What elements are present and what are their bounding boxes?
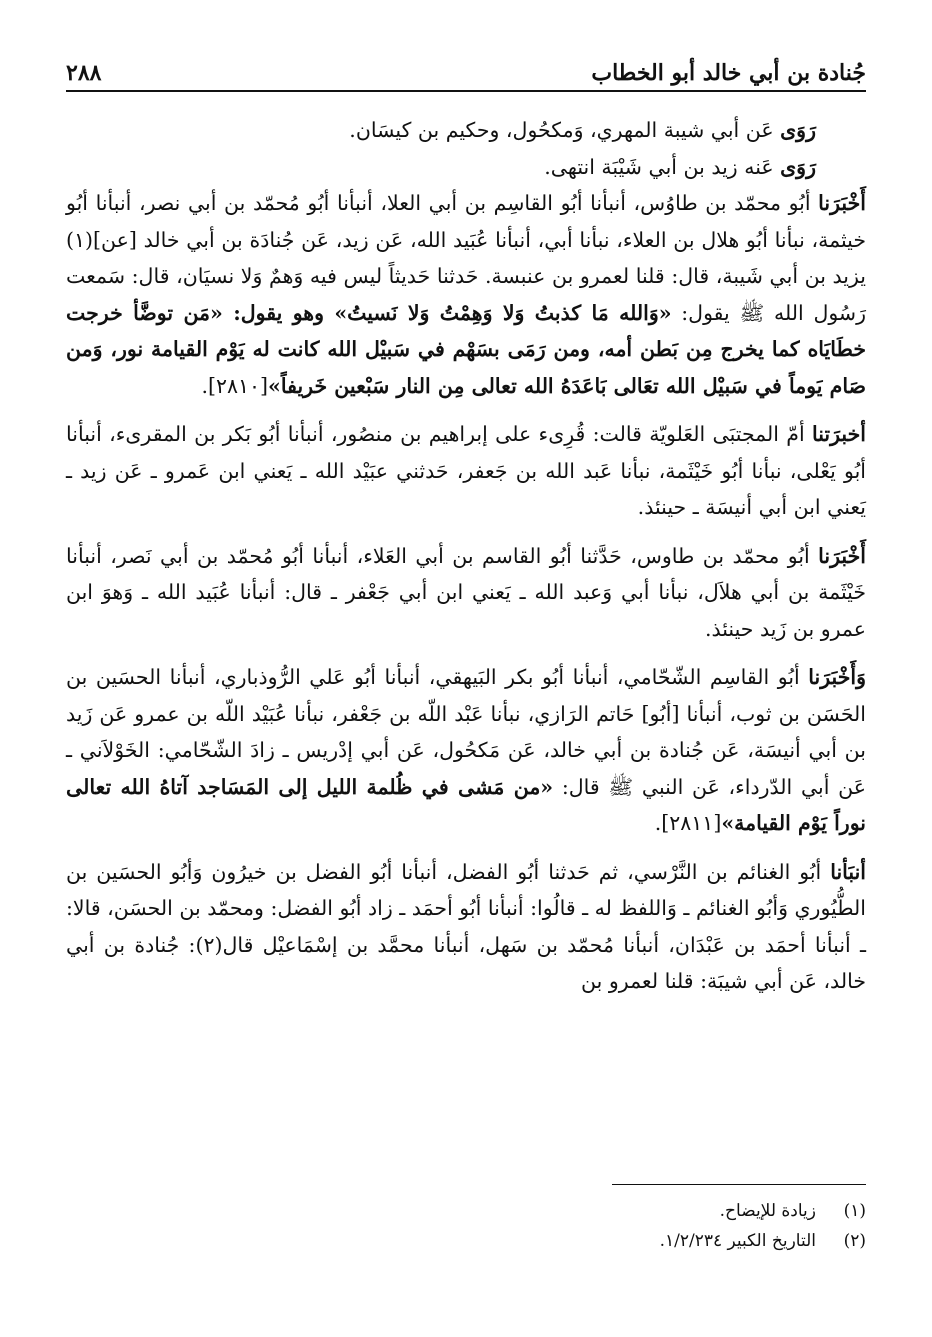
footnote-number: (٢) bbox=[843, 1231, 866, 1251]
hadith-reference: [٢٨١٠]. bbox=[201, 373, 269, 398]
hadith-reference: [٢٨١١]. bbox=[654, 811, 722, 835]
paragraph-riwaya-1 bbox=[66, 112, 866, 149]
footnote bbox=[66, 1196, 866, 1226]
footnote bbox=[66, 1226, 866, 1256]
paragraph-isnad-2 bbox=[66, 416, 866, 526]
paragraph-isnad-1 bbox=[66, 185, 866, 404]
paragraph-riwaya-2 bbox=[66, 149, 866, 186]
paragraph-isnad-3 bbox=[66, 538, 866, 648]
footnotes bbox=[66, 1196, 866, 1256]
paragraph-lead: رَوَى bbox=[780, 118, 816, 142]
footnote-divider bbox=[612, 1184, 866, 1185]
hadith-text: «وَالله مَا كذبتُ وَلا وَهِمْتُ وَلا نَسيتُ» وهو يقول: «مَن توضَّأ خرجت خطَايَاه كما يخرج مِن بَطن أمه، ومن رَمَى بسَهْم في سَبيْل الله كانت له يَوْم القيامة نور، وَمن صَام يَوماً في سَبيْل الله تعَالى بَاعَدَهُ الله تعالى مِن النار سَبْعين خَريفاً» bbox=[66, 300, 866, 398]
page-header bbox=[66, 50, 866, 86]
page-number: ٢٨٨ bbox=[66, 60, 102, 86]
paragraph-text: أبُو القاسِم الشّحّامي، أنبأنا أبُو بكر البَيهقي، أنبأنا أبُو عَلي الرُّوذباري، أنبأنا الحسَين بن الحَسَن بن ثوب، أنبأنا [أبُو] حَاتم الرَازي، نبأنا عَبْد اللّه بن جَعْفر، نبأنا عُبَيْد اللّه بن عمرو عَن زَيد بن أبي أنيسَة، عَن جُنادة بن أبي خالد، عَن مَكحُول، عَن أبي إدْريس ـ زادَ الشّحّامي: الخَوْلاَني ـ عَن أبي الدّرداء، عَن النبي ﷺ قال: bbox=[66, 665, 866, 799]
footnote-text: التاريخ الكبير ١/٢/٢٣٤. bbox=[659, 1231, 816, 1251]
paragraph-text: عَنه زيد بن أبي شَيْبَة انتهى. bbox=[544, 154, 781, 179]
paragraph-text: أبُو الغنائم بن النَّرْسي، ثم حَدثنا أبُو الفضل، أنبأنا أبُو الفضل بن خيرُون وَأبُو الحسَين بن الطُّيُوري وَأبُو الغنائم ـ وَاللفظ له ـ قالُوا: أنبأنا أبُو أحمَد ـ زاد أبُو الفضل: ومحمّد بن الحسَن، قالا: ـ أنبأنا أحمَد بن عَبْدَان، أنبأنا مُحمّد بن سَهل، أنبأنا محمَّد بن إسْمَاعيْل قال(٢): جُنادة بن أبي خالد، عَن أبي شيبَة: قلنا لعمرو بن bbox=[66, 859, 866, 993]
header-divider bbox=[66, 90, 866, 92]
paragraph-lead: وَأَخْبَرَنا bbox=[808, 665, 866, 689]
footnote-number: (١) bbox=[843, 1201, 866, 1221]
paragraph-text: أبُو محمّد بن طاوس، حَدَّثنا أبُو القاسم بن أبي العَلاء، أنبأنا أبُو مُحمّد بن أبي نَصر، أنبأنا خَيْثَمة بن أبي هلاَل، نبأنا أبي وَعبد الله ـ يَعني ابن أبي جَعْفر ـ قال: أنبأنا عُبَيد الله ـ وَهوَ ابن عمرو بن زَيد حينئذ. bbox=[66, 543, 866, 641]
footnote-text: زيادة للإيضاح. bbox=[719, 1201, 816, 1221]
paragraph-isnad-5 bbox=[66, 854, 866, 1000]
paragraph-lead: أَخْبَرَنا bbox=[818, 543, 866, 568]
hadith-text: «من مَشى في ظُلمة الليل إلى المَسَاجد آتاهُ الله تعالى نوراً يَوْم القيامة» bbox=[66, 774, 866, 835]
paragraph-lead: أخبرَتنا bbox=[811, 422, 866, 446]
paragraph-isnad-4 bbox=[66, 659, 866, 842]
paragraph-lead: أَخْبَرَنا bbox=[818, 191, 866, 215]
paragraph-text: أمّ المجتبَى العَلويّة قالت: قُرِىء على إبراهيم بن منصُور، أنبأنا أبُو بَكر بن المقرىء، أنبأنا أبُو يَعْلى، نبأنا أبُو خَيْثَمة، نبأنا عَبد الله بن جَعفر، حَدثني عبَيْد الله ـ يَعني ابن عَمرو ـ عَن زيد ـ يَعني ابن أبي أنيسَة ـ حينئذ. bbox=[66, 422, 866, 519]
paragraph-lead: رَوَى bbox=[780, 154, 816, 179]
paragraph-text: أبُو محمّد بن طاوُس، أنبأنا أبُو القاسِم بن أبي العلا، أنبأنا أبُو مُحمّد بن أبي نصر، أنبأنا أبُو خيثمة، نبأنا أبُو هلال بن العلاء، نبأنا أبي، أنبأنا عُبَيد الله، عَن زيد، عَن جُنادَة بن أبي خالد [عن](١) يزيد بن أبي شَيبة، قال: قلنا لعمرو بن عنبسة. حَدثنا حَديثاً ليس فيه وَهمٌ وَلا نسيَان، قال: سَمعت رَسُول الله ﷺ يقول: bbox=[66, 191, 867, 325]
paragraph-text: عَن أبي شيبة المهري، وَمكحُول، وحكيم بن كيسَان. bbox=[349, 118, 781, 142]
main-text bbox=[66, 112, 866, 1000]
running-title: جُنادة بن أبي خالد أبو الخطاب bbox=[591, 60, 866, 86]
paragraph-lead: أنبَأنا bbox=[830, 859, 866, 884]
